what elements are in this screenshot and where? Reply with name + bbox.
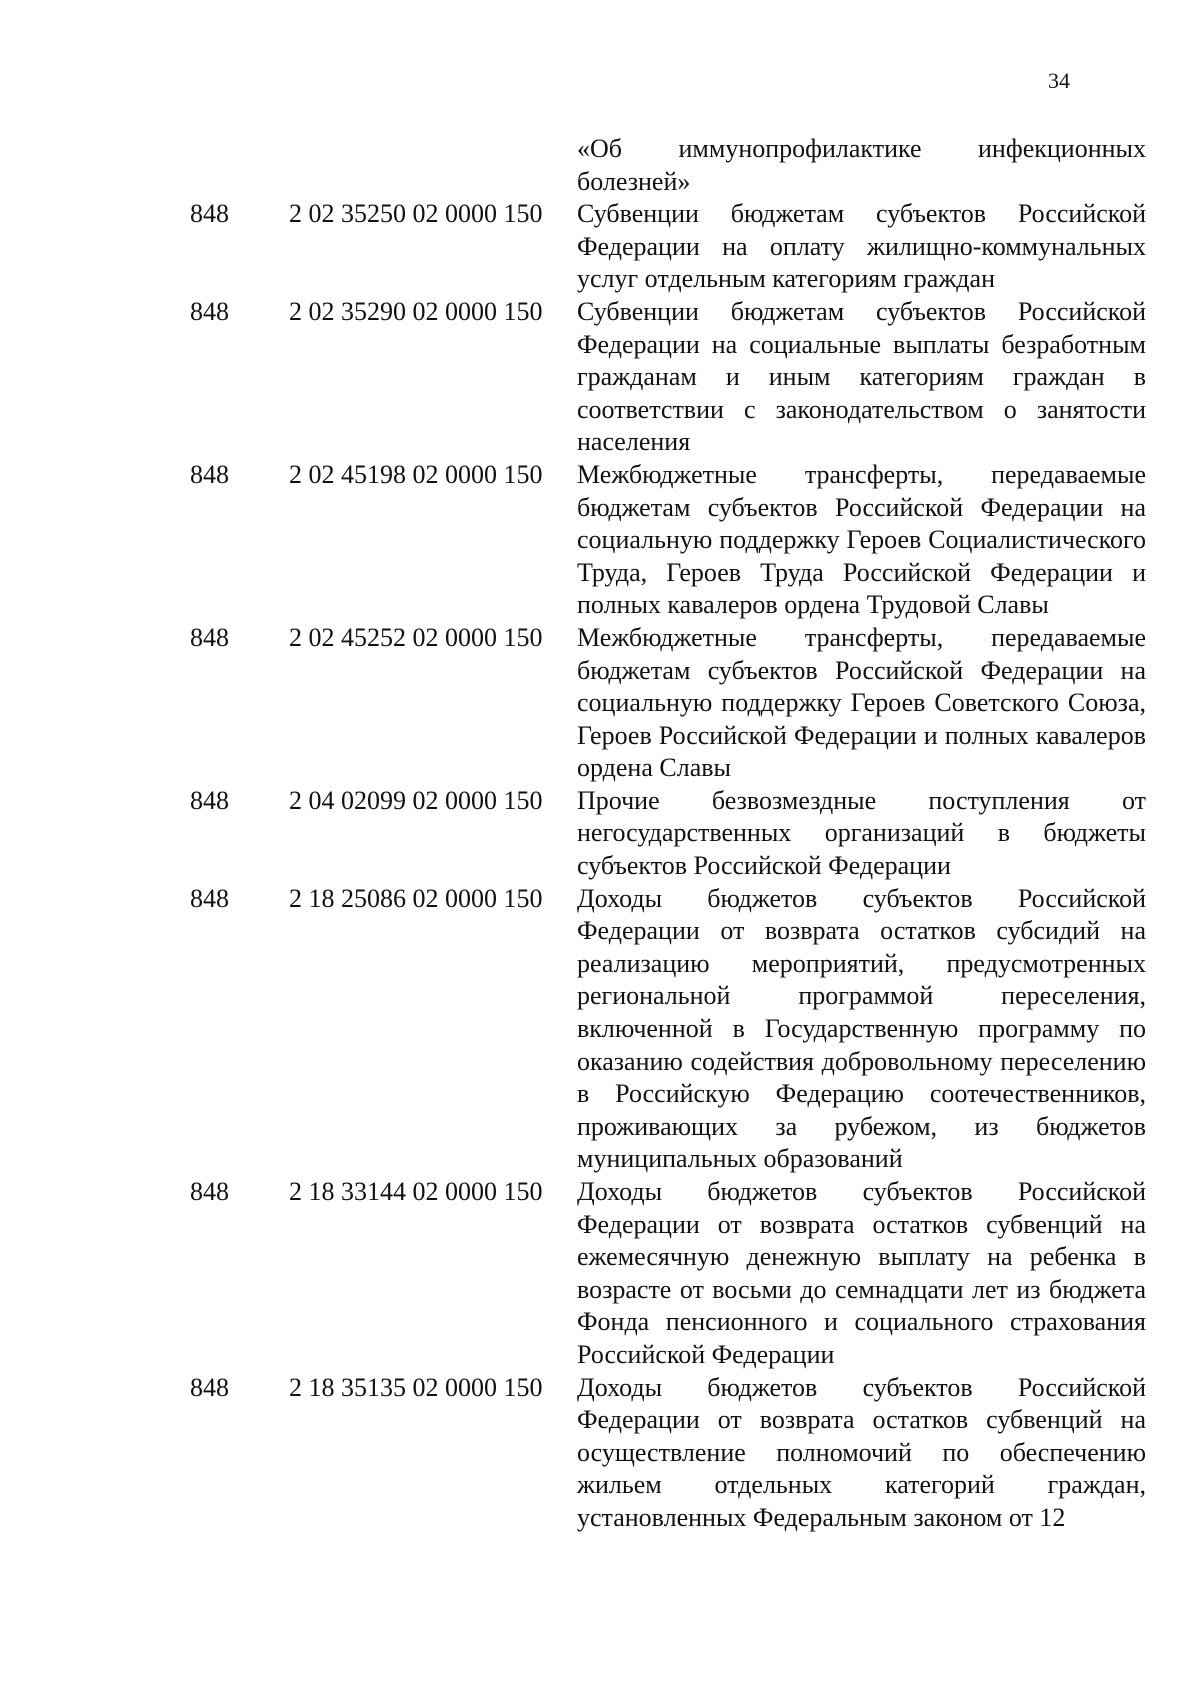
table-row [0, 133, 1200, 198]
budget-classification-code: 2 02 35290 02 0000 150 [289, 296, 543, 326]
budget-classification-code: 2 18 25086 02 0000 150 [289, 883, 543, 913]
budget-classification-code: 2 02 45198 02 0000 150 [289, 459, 543, 489]
revenue-description: Прочие безвозмездные поступления от негосударственных организаций в бюджеты субъектов Российской Федерации [577, 785, 1146, 881]
administrator-code: 848 [190, 459, 229, 489]
administrator-code: 848 [190, 883, 229, 913]
administrator-code: 848 [190, 1372, 229, 1402]
table-row [0, 459, 1200, 622]
table-row [0, 622, 1200, 785]
table-row [0, 296, 1200, 459]
administrator-code: 848 [190, 1177, 229, 1206]
revenue-description: «Об иммунопрофилактике инфекционных болезней» [577, 134, 1146, 196]
administrator-code: 848 [190, 622, 229, 652]
budget-classification-code: 2 04 02099 02 0000 150 [289, 785, 543, 815]
table-row [0, 1372, 1200, 1535]
revenue-codes-table [0, 133, 1200, 1535]
administrator-code: 848 [190, 296, 229, 326]
revenue-description: Межбюджетные трансферты, передаваемые бюджетам субъектов Российской Федерации на социальную поддержку Героев Социалистического Труда, Героев Труда Российской Федерации и полных кавалеров ордена Трудовой Славы [577, 459, 1146, 620]
revenue-description: Межбюджетные трансферты, передаваемые бюджетам субъектов Российской Федерации на социальную поддержку Героев Советского Союза, Героев Российской Федерации и полных кавалеров ордена Славы [577, 622, 1146, 783]
revenue-description: Доходы бюджетов субъектов Российской Федерации от возврата остатков субвенций на ежемесячную денежную выплату на ребенка в возрасте от восьми до семнадцати лет из бюджета Фонда пенсионного и социального страхования Российской Федерации [577, 1177, 1146, 1369]
budget-classification-code: 2 02 35250 02 0000 150 [289, 199, 543, 229]
revenue-description: Доходы бюджетов субъектов Российской Федерации от возврата остатков субвенций на осуществление полномочий по обеспечению жильем отдельных категорий граждан, установленных Федеральным законом от 12 [577, 1372, 1146, 1532]
administrator-code: 848 [190, 785, 229, 815]
administrator-code: 848 [190, 199, 229, 229]
budget-classification-code: 2 02 45252 02 0000 150 [289, 622, 543, 652]
revenue-description: Субвенции бюджетам субъектов Российской Федерации на оплату жилищно-коммунальных услуг отдельным категориям граждан [577, 199, 1146, 294]
revenue-description: Субвенции бюджетам субъектов Российской Федерации на социальные выплаты безработным гражданам и иным категориям граждан в соответствии с законодательством о занятости населения [577, 296, 1146, 457]
table-row [0, 1176, 1200, 1372]
budget-classification-code: 2 18 33144 02 0000 150 [289, 1177, 543, 1206]
revenue-description: Доходы бюджетов субъектов Российской Федерации от возврата остатков субсидий на реализацию мероприятий, предусмотренных региональной программой переселения, включенной в Государственную программу по оказанию содействия добровольному переселению в Российскую Федерацию соотечественников, проживающих за рубежом, из бюджетов муниципальных образований [577, 883, 1146, 1174]
table-row [0, 785, 1200, 883]
page-number: 34 [1048, 68, 1070, 93]
table-row [0, 198, 1200, 296]
table-row [0, 883, 1200, 1176]
budget-classification-code: 2 18 35135 02 0000 150 [289, 1372, 543, 1402]
